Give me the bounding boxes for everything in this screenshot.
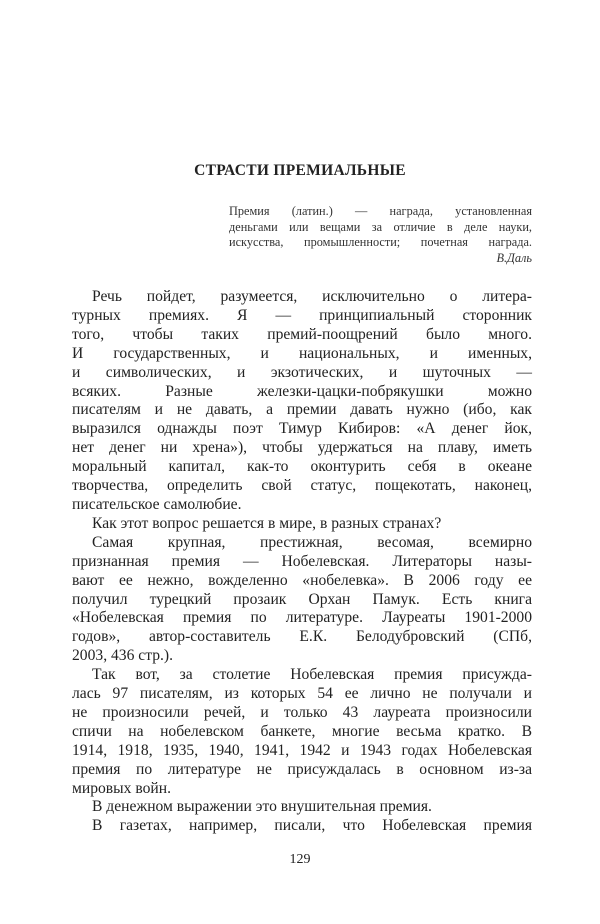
paragraph (72, 666, 532, 798)
text-line: и символических, и экзотических, и шуточных — (72, 363, 532, 381)
text-line: 2003, 436 стр.). (72, 647, 173, 665)
text-line: выразился однажды поэт Тимур Кибиров: «А денег йок, (72, 420, 532, 438)
text-line: Так вот, за столетие Нобелевская премия присужда- (92, 666, 532, 684)
text-line: турных премиях. Я — принципиальный сторонник (72, 306, 532, 324)
text-line: мировых войн. (72, 779, 171, 797)
text-line: моральный капитал, как-то оконтурить себя в океане (72, 458, 532, 476)
text-line: В газетах, например, писали, что Нобелевская премия (92, 817, 532, 835)
paragraph (72, 534, 532, 666)
text-line: 1914, 1918, 1935, 1940, 1941, 1942 и 1943 годах Нобелевская (72, 741, 532, 759)
text-line: Самая крупная, престижная, весомая, всемирно (92, 533, 532, 551)
paragraph (72, 515, 532, 534)
epigraph-author: В.Даль (496, 250, 532, 265)
epigraph-line: деньгами или вещами за отличие в деле науки, (229, 219, 532, 234)
text-line: признанная премия — Нобелевская. Литераторы назы- (72, 552, 532, 570)
text-line: годов», автор-составитель Е.К. Белодубровский (СПб, (72, 628, 532, 646)
chapter-title: СТРАСТИ ПРЕМИАЛЬНЫЕ (194, 162, 406, 179)
text-line: премия по литературе не присуждалась в основном из-за (72, 760, 532, 778)
paragraph (72, 288, 532, 515)
text-line: вают ее нежно, вожделенно «нобелевка». В 2006 году ее (72, 571, 532, 589)
epigraph (229, 204, 532, 266)
body-text (72, 288, 532, 836)
text-line: писательское самолюбие. (72, 495, 242, 513)
text-line: творчества, определить свой статус, пощекотать, наконец, (72, 477, 532, 495)
text-line: Как этот вопрос решается в мире, в разных странах? (92, 514, 442, 532)
text-line: Речь пойдет, разумеется, исключительно о литера- (92, 288, 532, 305)
text-line: В денежном выражении это внушительная премия. (92, 798, 432, 816)
epigraph-line: Премия (латин.) — награда, установленная (229, 204, 532, 218)
text-line: «Нобелевская премия по литературе. Лауреаты 1901-2000 (72, 609, 532, 627)
text-line: лась 97 писателям, из которых 54 ее лично не получали и (72, 685, 532, 703)
text-line: всяких. Разные железки-цацки-побрякушки можно (72, 382, 532, 400)
epigraph-line: искусства, промышленности; почетная награда. (229, 235, 532, 250)
text-line: того, чтобы таких премий-поощрений было много. (72, 325, 532, 343)
text-line: нет денег ни хрена»), чтобы удержаться на плаву, иметь (72, 439, 532, 457)
text-line: писателям и не давать, а премии давать нужно (ибо, как (72, 401, 532, 419)
text-line: И государственных, и национальных, и именных, (72, 344, 532, 362)
text-line: не произносили речей, и только 43 лауреата произносили (72, 703, 532, 721)
text-line: спичи на нобелевском банкете, многие весьма кратко. В (72, 722, 532, 740)
page-number: 129 (289, 852, 311, 867)
text-line: получил турецкий прозаик Орхан Памук. Есть книга (72, 590, 532, 608)
paragraph (72, 798, 532, 817)
paragraph (72, 817, 532, 836)
